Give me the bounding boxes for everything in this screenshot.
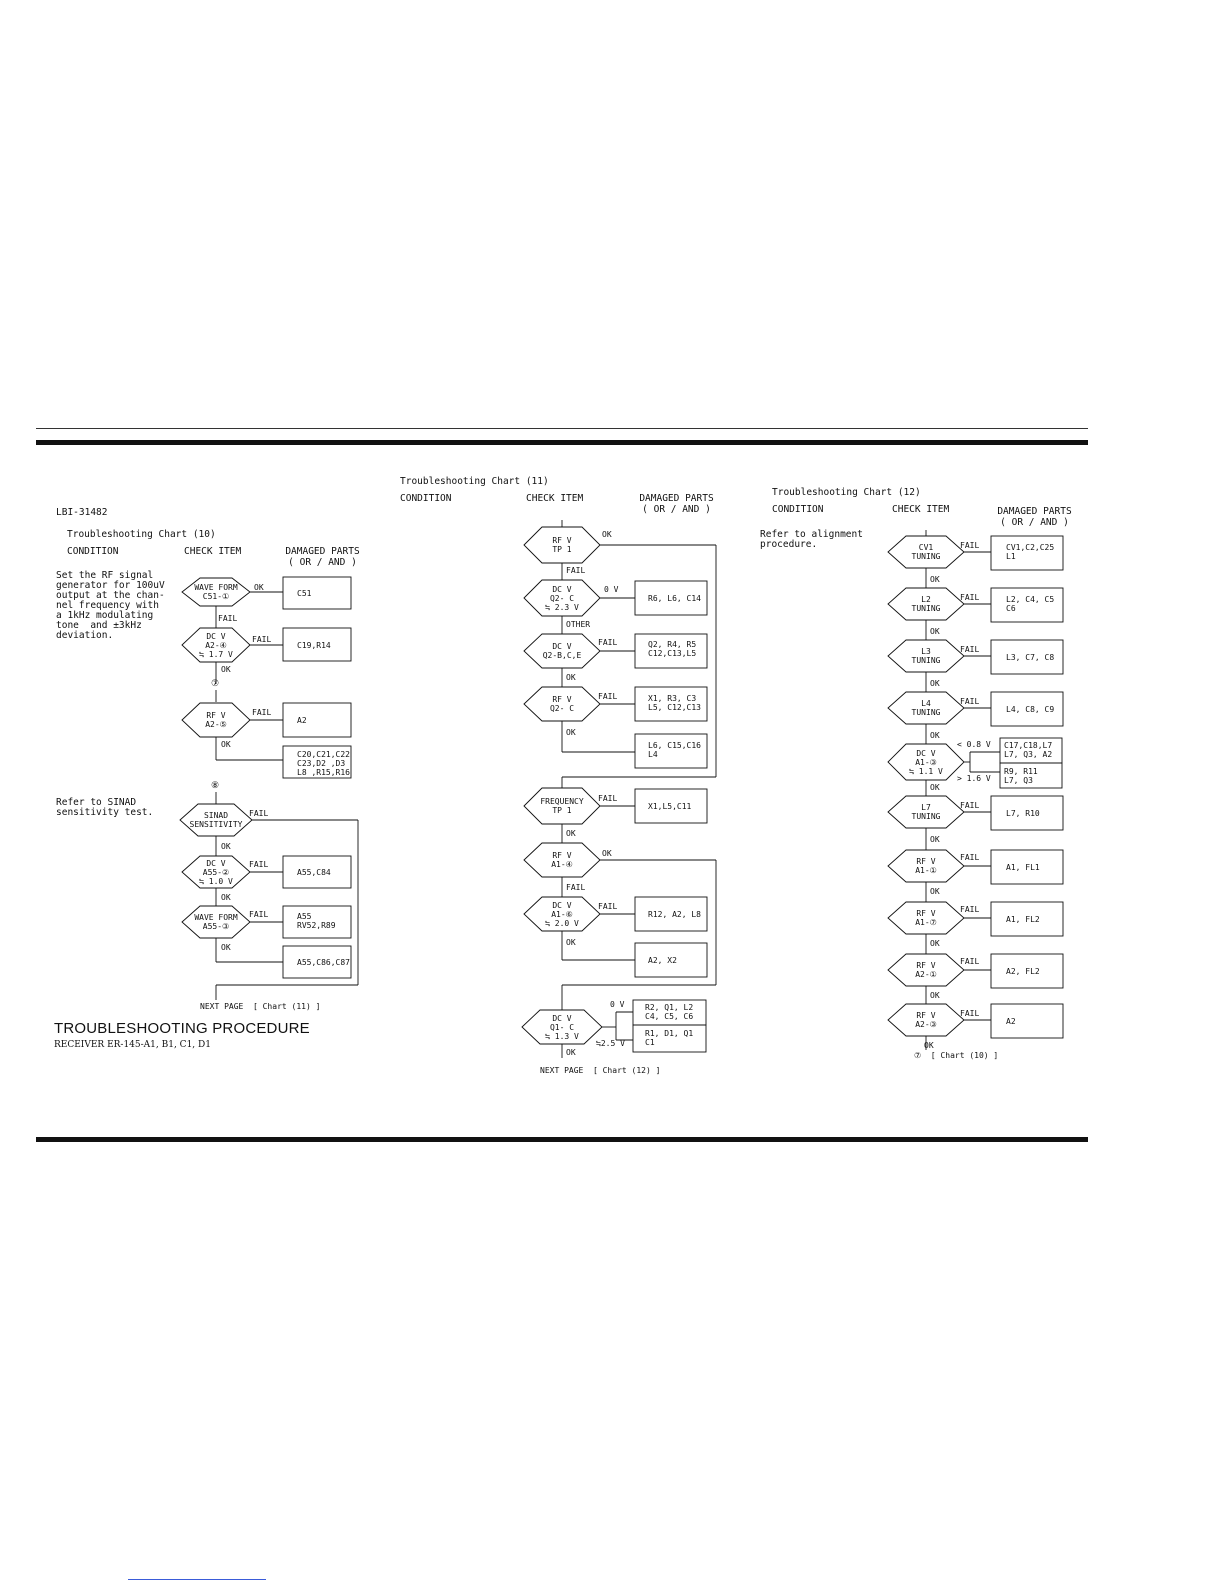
c11-parts-r12: R12, A2, L8 bbox=[648, 910, 701, 919]
c12-fail-4: FAIL bbox=[960, 697, 980, 706]
c12-parts-l3: L3, C7, C8 bbox=[1006, 653, 1055, 662]
c10-check-waveform-c51: WAVE FORM C51-① bbox=[194, 583, 238, 601]
c11-parts-x1-l5: X1,L5,C11 bbox=[648, 802, 692, 811]
box-c51 bbox=[283, 577, 351, 609]
c11-ok-4: OK bbox=[602, 849, 612, 858]
c11-ok-5: OK bbox=[566, 938, 576, 947]
c11-parts-a2-x2: A2, X2 bbox=[648, 956, 677, 965]
c12-fail-3: FAIL bbox=[960, 645, 980, 654]
c12-gt-16: > 1.6 V bbox=[957, 774, 991, 783]
c11-check-dcv-a1-6: DC V A1-⑥ ≒ 2.0 V bbox=[545, 901, 579, 928]
bottom-link-underline bbox=[128, 1579, 266, 1580]
c11-other: OTHER bbox=[566, 620, 591, 629]
c11-parts-r6: R6, L6, C14 bbox=[648, 594, 701, 603]
c10-fail-label-2: FAIL bbox=[252, 635, 272, 644]
c12-check-l2: L2 TUNING bbox=[911, 595, 941, 613]
c11-parts-q2: Q2, R4, R5 C12,C13,L5 bbox=[648, 640, 697, 658]
c10-parts-c51: C51 bbox=[297, 589, 312, 598]
c12-ok-9: OK bbox=[930, 991, 940, 1000]
c11-ok-2: OK bbox=[566, 728, 576, 737]
c10-next-page: NEXT PAGE [ Chart (11) ] bbox=[200, 1002, 321, 1011]
c12-parts-l4: L4, C8, C9 bbox=[1006, 705, 1055, 714]
c12-parts-l2: L2, C4, C5 C6 bbox=[1006, 595, 1055, 613]
c12-fail-1: FAIL bbox=[960, 541, 980, 550]
c10-ok-label-5: OK bbox=[221, 893, 231, 902]
c11-fail-4: FAIL bbox=[598, 794, 618, 803]
c12-parts-a2: A2 bbox=[1006, 1017, 1016, 1026]
c12-check-rfv-a2-1: RF V A2-① bbox=[915, 961, 937, 979]
procedure-title: TROUBLESHOOTING PROCEDURE bbox=[54, 1020, 310, 1037]
c12-fail-6: FAIL bbox=[960, 853, 980, 862]
c10-check-waveform-a55: WAVE FORM A55-③ bbox=[194, 913, 238, 931]
c12-check-l4: L4 TUNING bbox=[911, 699, 941, 717]
c11-fail-1: FAIL bbox=[566, 566, 586, 575]
c11-parts-r1: R1, D1, Q1 C1 bbox=[645, 1029, 694, 1047]
damaged-line2: ( OR / AND ) bbox=[288, 557, 357, 568]
c12-parts-c17: C17,C18,L7 L7, Q3, A2 bbox=[1004, 741, 1053, 759]
c10-ok-label: OK bbox=[254, 583, 264, 592]
c11-check-rfv-a1-4: RF V A1-④ bbox=[551, 851, 573, 869]
c12-parts-a1-fl2: A1, FL2 bbox=[1006, 915, 1040, 924]
c12-back-chart10: ⑦ [ Chart (10) ] bbox=[914, 1051, 999, 1060]
c11-ok-tp1: OK bbox=[602, 530, 612, 539]
c11-ok-1: OK bbox=[566, 673, 576, 682]
c10-fail-label-6: FAIL bbox=[249, 910, 269, 919]
chart12-title: Troubleshooting Chart (12) bbox=[772, 487, 921, 498]
c12-check-rfv-a2-3: RF V A2-③ bbox=[915, 1011, 937, 1029]
c12-fail-2: FAIL bbox=[960, 593, 980, 602]
c11-check-dcv-q1c: DC V Q1- C ≒ 1.3 V bbox=[545, 1014, 579, 1041]
c12-check-l7: L7 TUNING bbox=[911, 803, 941, 821]
chart12-condition: Refer to alignment procedure. bbox=[760, 529, 863, 550]
c11-fail-3: FAIL bbox=[598, 692, 618, 701]
c12-check-rfv-a1-1: RF V A1-① bbox=[915, 857, 937, 875]
c11-parts-l6: L6, C15,C16 L4 bbox=[648, 741, 701, 759]
c12-fail-7: FAIL bbox=[960, 905, 980, 914]
c10-ok-label-2: OK bbox=[221, 665, 231, 674]
c11-ok-3: OK bbox=[566, 829, 576, 838]
c11-parts-r2: R2, Q1, L2 C4, C5, C6 bbox=[645, 1003, 694, 1021]
doc-number: LBI-31482 bbox=[56, 507, 108, 518]
c12-check-l3: L3 TUNING bbox=[911, 647, 941, 665]
c11-check-rfv-tp1: RF V TP 1 bbox=[552, 536, 572, 554]
c12-parts-l7: L7, R10 bbox=[1006, 809, 1040, 818]
c10-check-sinad: SINAD SENSITIVITY bbox=[189, 811, 243, 829]
chart12-condition-header: CONDITION bbox=[772, 504, 824, 515]
chart11-check-header: CHECK ITEM bbox=[526, 493, 584, 504]
c12-parts-cv1: CV1,C2,C25 L1 bbox=[1006, 543, 1055, 561]
chart10-condition2: Refer to SINAD sensitivity test. bbox=[56, 797, 154, 818]
c11-zero-v-2: 0 V bbox=[610, 1000, 625, 1009]
damaged-line2-c12: ( OR / AND ) bbox=[1000, 517, 1069, 528]
chart10-title: Troubleshooting Chart (10) bbox=[67, 529, 216, 540]
c12-fail-9: FAIL bbox=[960, 1009, 980, 1018]
c12-ok-4: OK bbox=[930, 731, 940, 740]
c12-parts-a1-fl1: A1, FL1 bbox=[1006, 863, 1040, 872]
c10-ok-label-6: OK bbox=[221, 943, 231, 952]
c10-marker-8: ⑧ bbox=[211, 781, 220, 791]
c11-fail-2: FAIL bbox=[598, 638, 618, 647]
c12-parts-a2-fl2: A2, FL2 bbox=[1006, 967, 1040, 976]
c12-check-cv1: CV1 TUNING bbox=[911, 543, 941, 561]
c11-next-page: NEXT PAGE [ Chart (12) ] bbox=[540, 1066, 661, 1075]
damaged-line2-c11: ( OR / AND ) bbox=[642, 504, 711, 515]
c11-v25: ≒2.5 V bbox=[596, 1039, 625, 1048]
c10-check-rfv-a2: RF V A2-⑤ bbox=[205, 711, 227, 729]
c10-fail-label: FAIL bbox=[218, 614, 238, 623]
c10-check-dcv-a2: DC V A2-④ ≒ 1.7 V bbox=[199, 632, 233, 659]
c10-fail-label-3: FAIL bbox=[252, 708, 272, 717]
c11-parts-x1-r3: X1, R3, C3 L5, C12,C13 bbox=[648, 694, 701, 712]
c12-check-dcv-a1-3: DC V A1-③ ≒ 1.1 V bbox=[909, 749, 943, 776]
box-a2-last bbox=[991, 1004, 1063, 1038]
c12-ok-7: OK bbox=[930, 887, 940, 896]
c11-check-dcv-q2bce: DC V Q2-B,C,E bbox=[542, 642, 582, 660]
c12-ok-2: OK bbox=[930, 627, 940, 636]
chart12-damaged-header bbox=[992, 506, 1077, 528]
chart11-condition-header: CONDITION bbox=[400, 493, 452, 504]
damaged-line1: DAMAGED PARTS bbox=[285, 546, 360, 557]
c11-check-rfv-q2c: RF V Q2- C bbox=[549, 695, 575, 713]
c12-parts-r9: R9, R11 L7, Q3 bbox=[1004, 767, 1038, 785]
c10-ok-label-4: OK bbox=[221, 842, 231, 851]
damaged-line1-c12: DAMAGED PARTS bbox=[997, 506, 1072, 517]
chart10-condition1: Set the RF signal generator for 100uV output at the chan- nel frequency with a 1kHz modulating tone and ±3kHz deviation. bbox=[56, 570, 165, 641]
c10-marker-7: ⑦ bbox=[211, 679, 220, 689]
c12-ok-3: OK bbox=[930, 679, 940, 688]
c10-parts-a2: A2 bbox=[297, 716, 307, 725]
c11-fail-6: FAIL bbox=[598, 902, 618, 911]
c11-zero-v: 0 V bbox=[604, 585, 619, 594]
c10-parts-c19: C19,R14 bbox=[297, 641, 331, 650]
c11-check-frequency: FREQUENCY TP 1 bbox=[540, 797, 584, 815]
receiver-line: RECEIVER ER-145-A1, B1, C1, D1 bbox=[54, 1040, 211, 1050]
chart11-title: Troubleshooting Chart (11) bbox=[400, 476, 549, 487]
box-a2 bbox=[283, 703, 351, 737]
c10-parts-c20: C20,C21,C22 C23,D2 ,D3 L8 ,R15,R16 bbox=[297, 750, 350, 777]
c11-fail-5: FAIL bbox=[566, 883, 586, 892]
c12-check-rfv-a1-7: RF V A1-⑦ bbox=[915, 909, 937, 927]
c12-fail-8: FAIL bbox=[960, 957, 980, 966]
c10-parts-a55-c86: A55,C86,C87 bbox=[297, 958, 350, 967]
c10-fail-label-5: FAIL bbox=[249, 860, 269, 869]
c10-parts-a55-rv52: A55 RV52,R89 bbox=[297, 912, 336, 930]
chart11-damaged-header bbox=[634, 493, 719, 515]
chart12-check-header: CHECK ITEM bbox=[892, 504, 950, 515]
chart10-check-header: CHECK ITEM bbox=[184, 546, 242, 557]
c12-lt-08: < 0.8 V bbox=[957, 740, 991, 749]
c12-ok-1: OK bbox=[930, 575, 940, 584]
c11-check-dcv-q2c: DC V Q2- C ≒ 2.3 V bbox=[545, 585, 579, 612]
c10-ok-label-3: OK bbox=[221, 740, 231, 749]
damaged-line1-c11: DAMAGED PARTS bbox=[639, 493, 714, 504]
c10-check-dcv-a55: DC V A55-② ≒ 1.0 V bbox=[199, 859, 233, 886]
c11-ok-6: OK bbox=[566, 1048, 576, 1057]
c12-ok-6: OK bbox=[930, 835, 940, 844]
c10-parts-a55-c84: A55,C84 bbox=[297, 868, 331, 877]
c12-ok-5: OK bbox=[930, 783, 940, 792]
c12-ok-10: OK bbox=[924, 1041, 934, 1050]
c12-fail-5: FAIL bbox=[960, 801, 980, 810]
chart10-condition-header: CONDITION bbox=[67, 546, 119, 557]
c10-fail-sinad: FAIL bbox=[249, 809, 269, 818]
c12-ok-8: OK bbox=[930, 939, 940, 948]
